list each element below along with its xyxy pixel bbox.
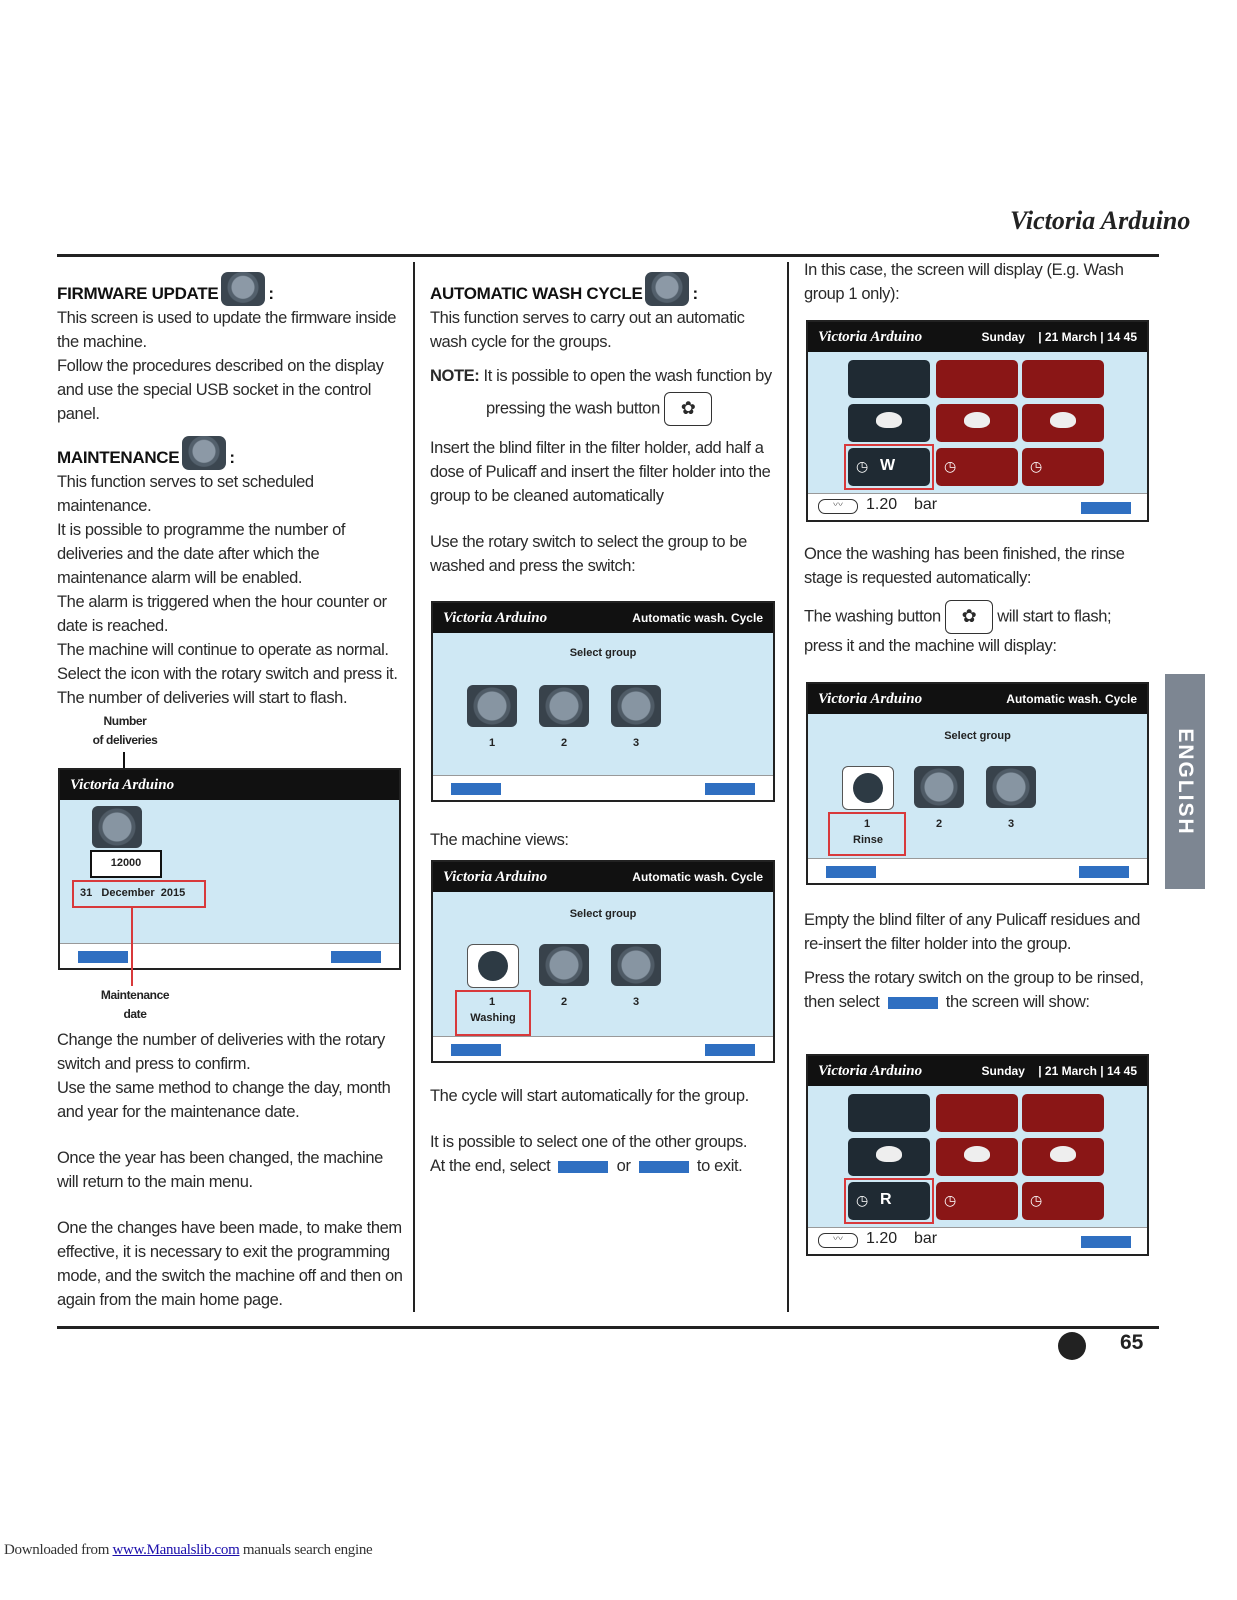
wash-cycle-icon	[645, 272, 689, 306]
select-group-label: Select group	[569, 908, 637, 920]
footer-rule	[57, 1326, 1159, 1329]
paragraph: Select the icon with the rotary switch and press it. The number of deliveries will start to flash.	[57, 665, 398, 707]
group-2-cup-tile[interactable]	[936, 1138, 1018, 1176]
group-number: 2	[935, 818, 943, 830]
firmware-heading: FIRMWARE UPDATE :	[57, 272, 403, 306]
group-1-cup-tile[interactable]	[848, 404, 930, 442]
paragraph: This function serves to set scheduled maintenance.	[57, 473, 314, 515]
select-group-label: Select group	[569, 647, 637, 659]
paragraph: The machine will continue to operate as normal.	[57, 641, 389, 659]
group-1-status-tile[interactable]: ◷ W	[848, 448, 930, 486]
group-number: 3	[632, 737, 640, 749]
group-3-cup-tile[interactable]	[1022, 404, 1104, 442]
clock-icon: ◷	[856, 1192, 869, 1208]
label-number-of-deliveries: Number of deliveries	[92, 714, 158, 747]
menu-button[interactable]	[705, 1044, 755, 1056]
group-3-dose-tile[interactable]	[1022, 360, 1104, 398]
group-1-icon[interactable]	[467, 944, 519, 988]
rinse-select-screen	[806, 682, 1149, 885]
group-2-icon[interactable]	[914, 766, 964, 808]
home-chip-icon	[888, 997, 938, 1009]
maintenance-icon	[92, 806, 142, 848]
clock-icon: ◷	[944, 458, 957, 474]
annotation-line	[131, 906, 133, 986]
column-divider	[413, 262, 415, 1312]
screen-header: Victoria Arduino Automatic wash. Cycle	[433, 603, 773, 633]
paragraph: This screen is used to update the firmware inside the machine.	[57, 309, 396, 351]
group-1-cup-tile[interactable]	[848, 1138, 930, 1176]
group-2-dose-tile[interactable]	[936, 1094, 1018, 1132]
paragraph: The washing button ✿ will start to flash; press it and the machine will display:	[804, 600, 1150, 658]
paragraph: Use the rotary switch to select the group to be washed and press the switch:	[430, 533, 747, 575]
pressure-unit: bar	[914, 1230, 938, 1247]
pressure-icon: 〰	[818, 1233, 858, 1248]
cup-icon	[876, 412, 902, 428]
pressure-value: 1.20	[866, 496, 898, 513]
maintenance-screen	[58, 768, 401, 970]
cup-icon	[876, 1146, 902, 1162]
menu-button[interactable]	[1081, 502, 1131, 514]
group-1-status-tile[interactable]: ◷ R	[848, 1182, 930, 1220]
screen-header: Victoria Arduino	[60, 770, 399, 800]
paragraph: Once the washing has been finished, the rinse stage is requested automatically:	[804, 545, 1125, 587]
deliveries-counter: 12000	[90, 850, 162, 878]
group-number: 1	[488, 996, 496, 1008]
washing-label: Washing	[470, 1012, 516, 1024]
cup-icon	[1050, 1146, 1076, 1162]
label-maintenance-date: Maintenance date	[100, 988, 170, 1021]
wash-button-icon: ✿	[945, 600, 993, 634]
group-3-dose-tile[interactable]	[1022, 1094, 1104, 1132]
group-1-icon[interactable]	[467, 685, 517, 727]
paragraph: The machine views:	[430, 831, 569, 849]
header-rule	[57, 254, 1159, 257]
wash-select-screen	[431, 601, 775, 802]
paragraph: Press the rotary switch on the group to be rinsed, then select the screen will show:	[804, 969, 1144, 1011]
column-3-mid	[804, 542, 1150, 658]
home-button[interactable]	[78, 951, 128, 963]
clock-icon: ◷	[944, 1192, 957, 1208]
group-2-status-tile[interactable]	[936, 1182, 1018, 1220]
paragraph: Use the same method to change the day, month and year for the maintenance date.	[57, 1079, 391, 1121]
maintenance-heading: MAINTENANCE :	[57, 436, 403, 470]
note-continued: pressing the wash button ✿	[430, 392, 776, 426]
cup-icon	[964, 412, 990, 428]
group-3-status-tile[interactable]	[1022, 448, 1104, 486]
group-3-icon[interactable]	[611, 944, 661, 986]
paragraph: One the changes have been made, to make them effective, it is necessary to exit the programming mode, and the switch the machine off and then on again from the main home page.	[57, 1219, 403, 1309]
menu-button[interactable]	[1081, 1236, 1131, 1248]
paragraph: Once the year has been changed, the machine will return to the main menu.	[57, 1149, 383, 1191]
group-1-icon[interactable]	[842, 766, 894, 810]
pressure-icon: 〰	[818, 499, 858, 514]
screen-header: Victoria Arduino Automatic wash. Cycle	[433, 862, 773, 892]
paragraph: Empty the blind filter of any Pulicaff residues and re-insert the filter holder into the group.	[804, 911, 1141, 953]
highlight-box	[844, 444, 934, 490]
paragraph: In this case, the screen will display (E.g. Wash group 1 only):	[804, 261, 1124, 303]
firmware-icon	[221, 272, 265, 306]
group-2-icon[interactable]	[539, 685, 589, 727]
note: NOTE: It is possible to open the wash function by	[430, 367, 772, 385]
brand-logo: Victoria Arduino	[1010, 206, 1191, 235]
pressure-unit: bar	[914, 496, 938, 513]
group-1-dose-tile[interactable]	[848, 1094, 930, 1132]
maintenance-date: 31 December 2015	[80, 887, 186, 899]
screen-header: Victoria Arduino Sunday | 21 March | 14 45	[808, 322, 1147, 352]
cup-icon	[964, 1146, 990, 1162]
group-number: 3	[1007, 818, 1015, 830]
home-button[interactable]	[826, 866, 876, 878]
column-3-bottom	[804, 908, 1150, 1014]
home-button[interactable]	[451, 1044, 501, 1056]
cup-icon	[1050, 412, 1076, 428]
paragraph: Change the number of deliveries with the rotary switch and press to confirm.	[57, 1031, 385, 1073]
column-2	[430, 262, 776, 578]
menu-button[interactable]	[705, 783, 755, 795]
paragraph: At the end, select or to exit.	[430, 1157, 743, 1175]
group-3-icon[interactable]	[986, 766, 1036, 808]
menu-button[interactable]	[331, 951, 381, 963]
group-3-cup-tile[interactable]	[1022, 1138, 1104, 1176]
column-2-mid	[430, 828, 776, 852]
clock-icon: ◷	[1030, 458, 1043, 474]
language-tab: ENGLISH	[1165, 674, 1205, 889]
group-1-dose-tile[interactable]	[848, 360, 930, 398]
home-chip-icon	[639, 1161, 689, 1173]
group-2-cup-tile[interactable]	[936, 404, 1018, 442]
group-number: 3	[632, 996, 640, 1008]
wash-running-screen	[431, 860, 775, 1063]
menu-button[interactable]	[1079, 866, 1129, 878]
highlight-box	[844, 1178, 934, 1224]
status-screen-wash	[806, 320, 1149, 522]
paragraph: It is possible to select one of the other groups.	[430, 1133, 748, 1151]
group-3-icon[interactable]	[611, 685, 661, 727]
page-badge-icon	[1058, 1332, 1086, 1360]
group-2-status-tile[interactable]	[936, 448, 1018, 486]
pressure-value: 1.20	[866, 1230, 898, 1247]
column-divider	[787, 262, 789, 1312]
home-button[interactable]	[451, 783, 501, 795]
paragraph: Insert the blind filter in the filter holder, add half a dose of Pulicaff and insert the filter holder into the group to be cleaned automatically	[430, 439, 771, 505]
paragraph: The cycle will start automatically for the group.	[430, 1087, 749, 1105]
group-number: 1	[863, 818, 871, 830]
column-3	[804, 258, 1150, 306]
page-number: 65	[1120, 1331, 1144, 1354]
paragraph: Follow the procedures described on the display and use the special USB socket in the control panel.	[57, 357, 384, 423]
wash-button-icon: ✿	[664, 392, 712, 426]
group-number: 1	[488, 737, 496, 749]
group-2-icon[interactable]	[539, 944, 589, 986]
group-number: 2	[560, 737, 568, 749]
status-screen-rinse	[806, 1054, 1149, 1256]
paragraph: The alarm is triggered when the hour counter or date is reached.	[57, 593, 387, 635]
paragraph: This function serves to carry out an automatic wash cycle for the groups.	[430, 309, 745, 351]
group-3-status-tile[interactable]	[1022, 1182, 1104, 1220]
screen-header: Victoria Arduino Automatic wash. Cycle	[808, 684, 1147, 714]
manualslib-link[interactable]: www.Manualslib.com	[112, 1542, 240, 1558]
column-1-bottom	[57, 1028, 403, 1312]
clock-icon: ◷	[856, 458, 869, 474]
select-group-label: Select group	[944, 730, 1011, 742]
group-number: 2	[560, 996, 568, 1008]
screen-header: Victoria Arduino Sunday | 21 March | 14 45	[808, 1056, 1147, 1086]
paragraph: It is possible to programme the number of deliveries and the date after which the maintenance alarm will be enabled.	[57, 521, 346, 587]
maintenance-icon	[182, 436, 226, 470]
menu-chip-icon	[558, 1161, 608, 1173]
wash-cycle-heading: AUTOMATIC WASH CYCLE :	[430, 272, 776, 306]
download-footer: Downloaded from www.Manualslib.com manuals search engine	[4, 1542, 373, 1558]
group-2-dose-tile[interactable]	[936, 360, 1018, 398]
rinse-label: Rinse	[853, 834, 883, 846]
clock-icon: ◷	[1030, 1192, 1043, 1208]
column-1	[57, 262, 403, 710]
column-2-bottom	[430, 1084, 776, 1178]
